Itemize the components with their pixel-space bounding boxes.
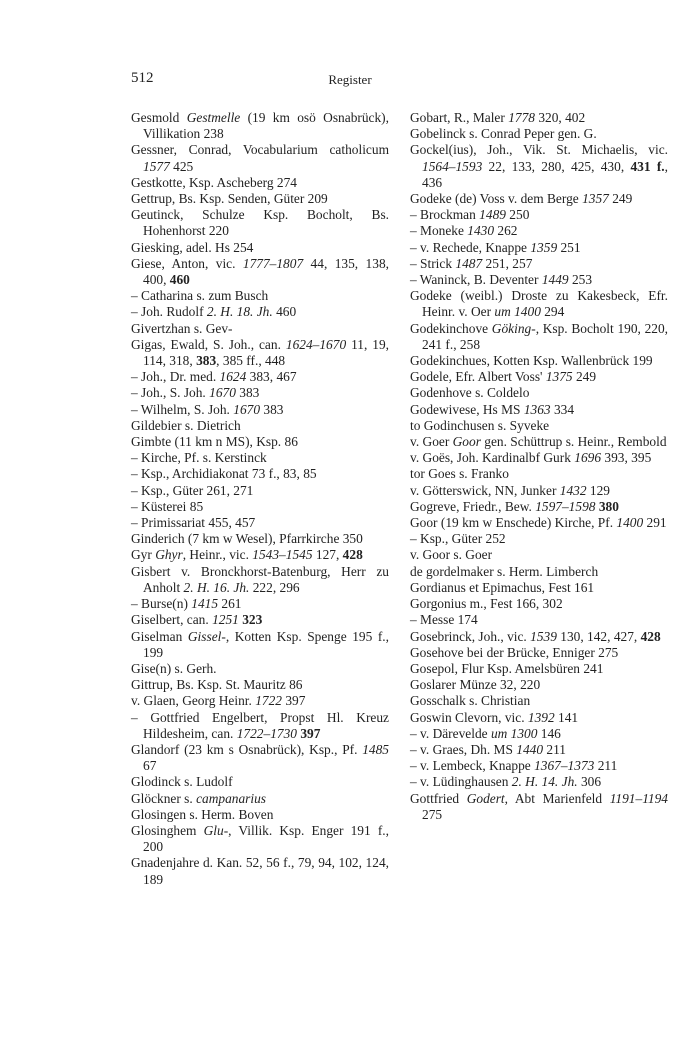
index-entry: de gordelmaker s. Herm. Limberch bbox=[410, 563, 599, 579]
index-entry: Glosinghem Glu-, Villik. Ksp. Enger 191 f., 200 bbox=[131, 822, 389, 855]
index-entry: Godenhove s. Coldelo bbox=[410, 385, 530, 401]
index-entry: v. Goer Goor gen. Schüttrup s. Heinr., Rembold bbox=[410, 434, 667, 450]
index-entry: Goor (19 km w Enschede) Kirche, Pf. 1400 291 bbox=[410, 515, 667, 531]
index-entry: – Ksp., Güter 261, 271 bbox=[131, 482, 254, 498]
index-entry: Gesmold Gestmelle (19 km osö Osnabrück), Villikation 238 bbox=[131, 110, 389, 142]
index-entry: Gobelinck s. Conrad Peper gen. G. bbox=[410, 126, 597, 142]
index-entry: v. Glaen, Georg Heinr. 1722 397 bbox=[131, 693, 306, 709]
index-entry: Gittrup, Bs. Ksp. St. Mauritz 86 bbox=[131, 677, 303, 693]
running-head: Register bbox=[328, 72, 372, 87]
index-entry: – Burse(n) 1415 261 bbox=[131, 596, 242, 612]
index-entry: Givertzhan s. Gev- bbox=[131, 320, 233, 336]
index-entry: – Waninck, B. Deventer 1449 253 bbox=[410, 272, 593, 288]
index-entry: Giesking, adel. Hs 254 bbox=[131, 239, 254, 255]
index-entry: v. Goës, Joh. Kardinalbf Gurk 1696 393, 395 bbox=[410, 450, 652, 466]
index-entry: Glodinck s. Ludolf bbox=[131, 774, 233, 790]
index-entry: Godekinchues, Kotten Ksp. Wallenbrück 199 bbox=[410, 353, 653, 369]
index-entry: Gestkotte, Ksp. Ascheberg 274 bbox=[131, 174, 297, 190]
index-column-right bbox=[410, 110, 668, 823]
index-entry: Giselbert, can. 1251 323 bbox=[131, 612, 263, 628]
index-entry: – Strick 1487 251, 257 bbox=[410, 255, 533, 271]
index-entry: Gosebrinck, Joh., vic. 1539 130, 142, 427, 428 bbox=[410, 628, 661, 644]
index-entry: – Joh., Dr. med. 1624 383, 467 bbox=[131, 369, 297, 385]
index-entry: Godekinchove Göking-, Ksp. Bocholt 190, 220, 241 f., 258 bbox=[410, 320, 669, 352]
page-number: 512 bbox=[131, 70, 154, 86]
index-entry: Gettrup, Bs. Ksp. Senden, Güter 209 bbox=[131, 191, 328, 207]
index-entry: – Moneke 1430 262 bbox=[410, 223, 518, 239]
index-entry: v. Goor s. Goer bbox=[410, 547, 493, 563]
index-entry: – Kirche, Pf. s. Kerstinck bbox=[131, 450, 267, 466]
index-entry: to Godinchusen s. Syveke bbox=[410, 417, 550, 433]
index-entry: Gisbert v. Bronckhorst-Batenburg, Herr zu Anholt 2. H. 16. Jh. 222, 296 bbox=[131, 563, 389, 595]
index-entry: – v. Lembeck, Knappe 1367–1373 211 bbox=[410, 758, 618, 774]
index-entry: – Ksp., Güter 252 bbox=[410, 531, 506, 547]
index-entry: Glosingen s. Herm. Boven bbox=[131, 806, 274, 822]
index-entry: – Catharina s. zum Busch bbox=[131, 288, 269, 304]
index-entry: Godeke (weibl.) Droste zu Kakesbeck, Efr. Heinr. v. Oer um 1400 294 bbox=[410, 288, 668, 320]
index-entry: – Joh., S. Joh. 1670 383 bbox=[131, 385, 260, 401]
index-entry: Godewivese, Hs MS 1363 334 bbox=[410, 401, 575, 417]
index-entry: Gobart, R., Maler 1778 320, 402 bbox=[410, 110, 586, 125]
index-entry: – v. Graes, Dh. MS 1440 211 bbox=[410, 741, 566, 757]
index-entry: Glandorf (23 km s Osnabrück), Ksp., Pf. 1485 67 bbox=[131, 741, 389, 774]
index-entry: Gogreve, Friedr., Bew. 1597–1598 380 bbox=[410, 498, 619, 514]
index-column-left bbox=[131, 110, 389, 888]
index-entry: Gigas, Ewald, S. Joh., can. 1624–1670 11, 19, 114, 318, 383, 385 ff., 448 bbox=[131, 336, 389, 369]
index-entry: Giese, Anton, vic. 1777–1807 44, 135, 138, 400, 460 bbox=[131, 255, 389, 288]
index-entry: Gosschalk s. Christian bbox=[410, 693, 531, 709]
index-entry: – Primissariat 455, 457 bbox=[131, 515, 256, 531]
index-entry: Gosehove bei der Brücke, Enniger 275 bbox=[410, 644, 619, 660]
index-entry: Geutinck, Schulze Ksp. Bocholt, Bs. Hohenhorst 220 bbox=[131, 207, 389, 239]
index-entry: Gyr Ghyr, Heinr., vic. 1543–1545 127, 428 bbox=[131, 547, 363, 563]
index-entry: – Joh. Rudolf 2. H. 18. Jh. 460 bbox=[131, 304, 297, 320]
index-entry: Goslarer Münze 32, 220 bbox=[410, 677, 541, 693]
index-entry: – v. Rechede, Knappe 1359 251 bbox=[410, 239, 581, 255]
index-entry: Ginderich (7 km w Wesel), Pfarrkirche 350 bbox=[131, 531, 363, 547]
index-entry: tor Goes s. Franko bbox=[410, 466, 509, 482]
index-entry: – v. Därevelde um 1300 146 bbox=[410, 725, 561, 741]
index-entry: Glöckner s. campanarius bbox=[131, 790, 267, 806]
index-entry: Gildebier s. Dietrich bbox=[131, 417, 241, 433]
index-entry: Giselman Gissel-, Kotten Ksp. Spenge 195 f., 199 bbox=[131, 628, 389, 660]
index-entry: Gordianus et Epimachus, Fest 161 bbox=[410, 579, 595, 595]
index-entry: – Ksp., Archidiakonat 73 f., 83, 85 bbox=[131, 466, 317, 482]
index-entry: Godele, Efr. Albert Voss' 1375 249 bbox=[410, 369, 597, 385]
index-entry: – Wilhelm, S. Joh. 1670 383 bbox=[131, 401, 284, 417]
index-entry: Gise(n) s. Gerh. bbox=[131, 660, 217, 676]
index-entry: Gockel(ius), Joh., Vik. St. Michaelis, vic. 1564–1593 22, 133, 280, 425, 430, 431 f., 436 bbox=[410, 142, 668, 190]
index-entry: Gimbte (11 km n MS), Ksp. 86 bbox=[131, 434, 298, 450]
index-entry: Godeke (de) Voss v. dem Berge 1357 249 bbox=[410, 191, 633, 207]
index-entry: Gorgonius m., Fest 166, 302 bbox=[410, 596, 563, 612]
index-entry: v. Götterswick, NN, Junker 1432 129 bbox=[410, 482, 610, 498]
index-entry: – Messe 174 bbox=[410, 612, 478, 628]
index-entry: – v. Lüdinghausen 2. H. 14. Jh. 306 bbox=[410, 774, 602, 790]
index-entry: Gessner, Conrad, Vocabularium catholicum 1577 425 bbox=[131, 142, 389, 174]
index-entry: Gnadenjahre d. Kan. 52, 56 f., 79, 94, 102, 124, 189 bbox=[131, 855, 389, 887]
index-entry: Gottfried Godert, Abt Marienfeld 1191–1194 275 bbox=[410, 790, 668, 822]
index-entry: Goswin Clevorn, vic. 1392 141 bbox=[410, 709, 579, 725]
index-entry: – Brockman 1489 250 bbox=[410, 207, 530, 223]
index-entry: Gosepol, Flur Ksp. Amelsbüren 241 bbox=[410, 660, 604, 676]
index-entry: – Gottfried Engelbert, Propst Hl. Kreuz Hildesheim, can. 1722–1730 397 bbox=[131, 709, 389, 741]
index-entry: – Küsterei 85 bbox=[131, 498, 204, 514]
